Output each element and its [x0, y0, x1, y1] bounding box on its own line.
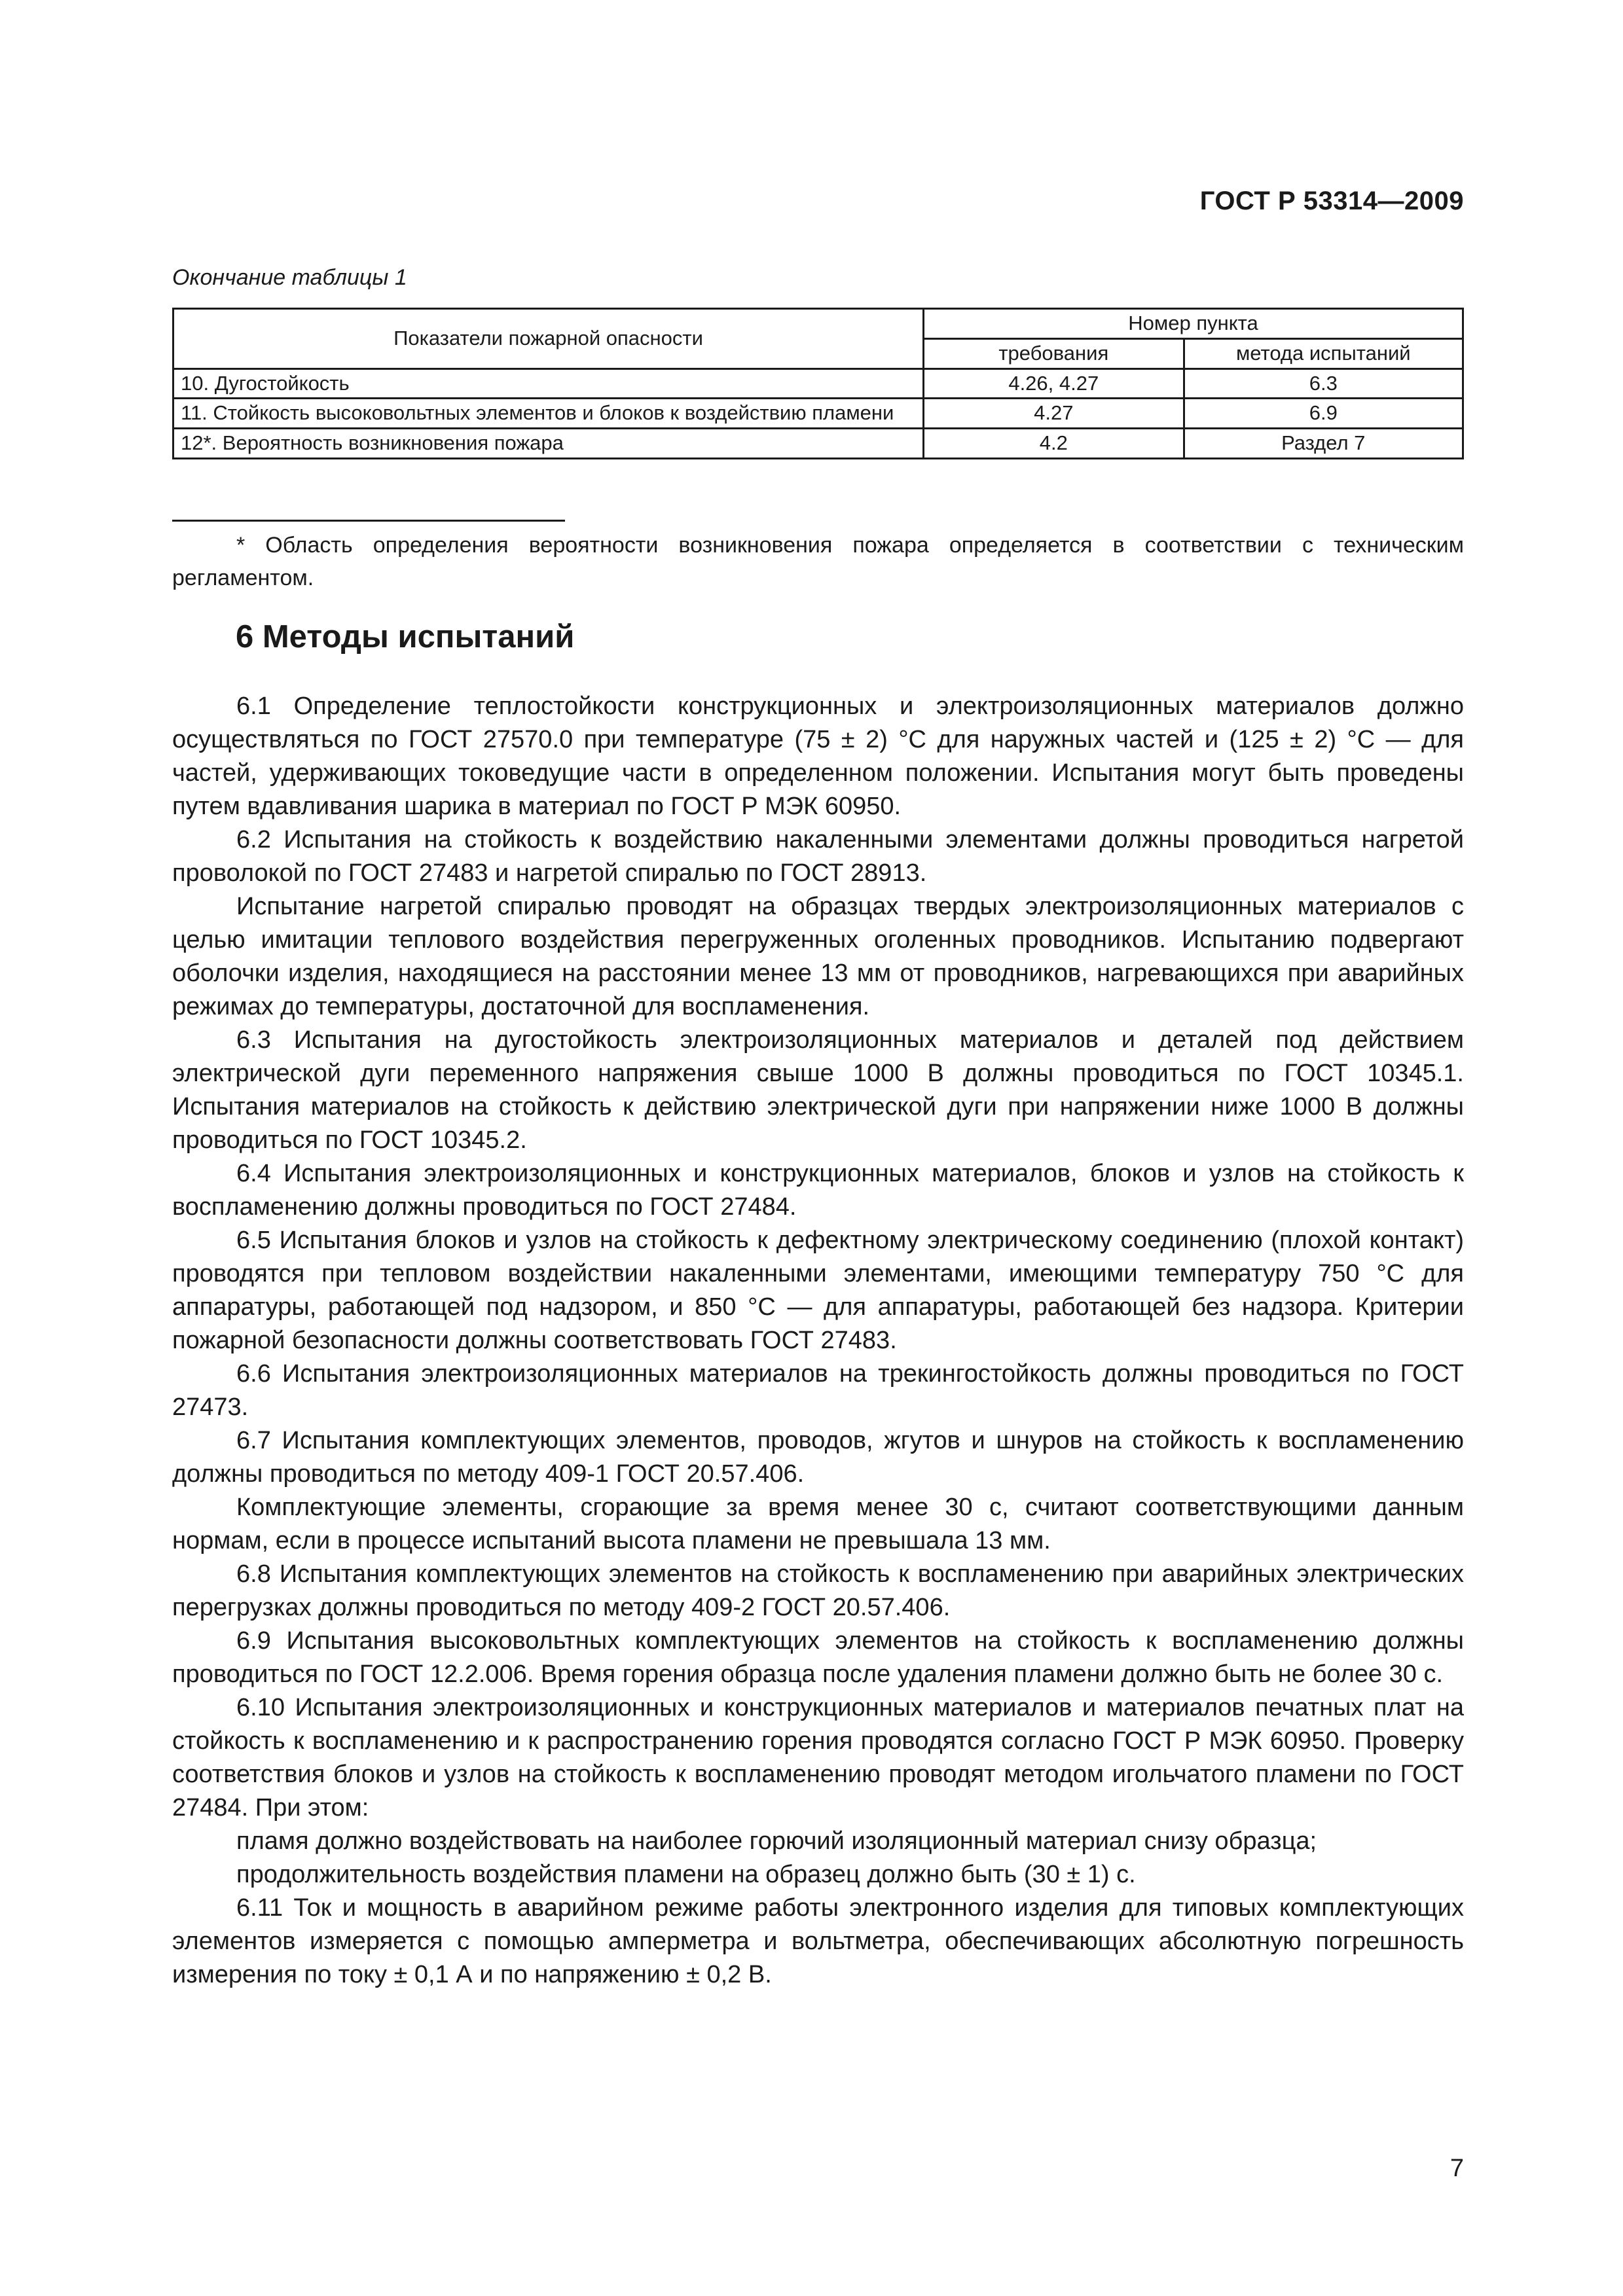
table-header-indicators: Показатели пожарной опасности [173, 309, 924, 369]
table-row [173, 399, 1463, 429]
paragraph: 6.1 Определение теплостойкости конструкционных и электроизоляционных материалов должно осуществляться по ГОСТ 27570.0 при температуре (75 ± 2) °С для наружных частей и (125 ± 2) °С — для частей, удерживающих токоведущие части в определенном положении. Испытания могут быть проведены путем вдавливания шарика в материал по ГОСТ Р МЭК 60950. [172, 692, 1464, 820]
paragraph: 6.2 Испытания на стойкость к воздействию накаленными элементами должны проводиться нагретой проволокой по ГОСТ 27483 и нагретой спиралью по ГОСТ 28913. [172, 826, 1464, 887]
fire-hazard-table [172, 308, 1464, 459]
document-header: ГОСТ Р 53314—2009 [1199, 187, 1464, 215]
table-cell-requirement: 4.27 [924, 399, 1184, 429]
page-number: 7 [1450, 2155, 1464, 2182]
table-cell-method: Раздел 7 [1184, 429, 1463, 459]
table-cell-indicator: 10. Дугостойкость [173, 368, 924, 399]
paragraph: Испытание нагретой спиралью проводят на образцах твердых электроизоляционных материалов с целью имитации теплового воздействия перегруженных оголенных проводников. Испытанию подвергают оболочки изделия, находящиеся на расстоянии менее 13 мм от проводников, нагревающихся при аварийных режимах до температуры, достаточной для воспламенения. [172, 893, 1464, 1020]
table-footnote: * Область определения вероятности возникновения пожара определяется в соответствии с техническим регламентом. [172, 533, 1464, 590]
table-cell-requirement: 4.2 [924, 429, 1184, 459]
paragraph: 6.9 Испытания высоковольтных комплектующих элементов на стойкость к воспламенению должны проводиться по ГОСТ 12.2.006. Время горения образца после удаления пламени должно быть не более 30 с. [172, 1627, 1464, 1688]
table-cell-requirement: 4.26, 4.27 [924, 368, 1184, 399]
paragraph: 6.7 Испытания комплектующих элементов, проводов, жгутов и шнуров на стойкость к воспламенению должны проводиться по методу 409-1 ГОСТ 20.57.406. [172, 1427, 1464, 1488]
paragraph: 6.10 Испытания электроизоляционных и конструкционных материалов и материалов печатных плат на стойкость к воспламенению и к распространению горения проводятся согласно ГОСТ Р МЭК 60950. Проверку соответствия блоков и узлов на стойкость к воспламенению проводят методом игольчатого пламени по ГОСТ 27484. При этом: [172, 1694, 1464, 1821]
table-header-requirement: требования [924, 338, 1184, 368]
table-cell-indicator: 12*. Вероятность возникновения пожара [173, 429, 924, 459]
table-row [173, 368, 1463, 399]
paragraph: 6.3 Испытания на дугостойкость электроизоляционных материалов и деталей под действием электрической дуги переменного напряжения свыше 1000 В должны проводиться по ГОСТ 10345.1. Испытания материалов на стойкость к действию электрической дуги при напряжении ниже 1000 В должны проводиться по ГОСТ 10345.2. [172, 1026, 1464, 1154]
paragraph: 6.6 Испытания электроизоляционных материалов на трекингостойкость должны проводиться по ГОСТ 27473. [172, 1360, 1464, 1421]
table-cell-method: 6.3 [1184, 368, 1463, 399]
table-cell-method: 6.9 [1184, 399, 1463, 429]
section-body [172, 690, 1464, 1992]
paragraph: продолжительность воздействия пламени на образец должно быть (30 ± 1) с. [236, 1861, 1136, 1888]
footnote-divider [172, 520, 565, 522]
table-row [173, 429, 1463, 459]
paragraph: 6.5 Испытания блоков и узлов на стойкость к дефектному электрическому соединению (плохой контакт) проводятся при тепловом воздействии накаленными элементами, имеющими температуру 750 °С для аппаратуры, работающей под надзором, и 850 °С — для аппаратуры, работающей без надзора. Критерии пожарной безопасности должны соответствовать ГОСТ 27483. [172, 1227, 1464, 1354]
table-header-clause-number: Номер пункта [924, 309, 1463, 339]
paragraph: Комплектующие элементы, сгорающие за время менее 30 с, считают соответствующими данным нормам, если в процессе испытаний высота пламени не превышала 13 мм. [172, 1494, 1464, 1554]
table-header-test-method: метода испытаний [1184, 338, 1463, 368]
paragraph: 6.4 Испытания электроизоляционных и конструкционных материалов, блоков и узлов на стойкость к воспламенению должны проводиться по ГОСТ 27484. [172, 1160, 1464, 1221]
section-title: 6 Методы испытаний [236, 619, 575, 655]
table-caption: Окончание таблицы 1 [172, 265, 407, 290]
paragraph: пламя должно воздействовать на наиболее горючий изоляционный материал снизу образца; [236, 1827, 1317, 1855]
paragraph: 6.11 Ток и мощность в аварийном режиме работы электронного изделия для типовых комплектующих элементов измеряется с помощью амперметра и вольтметра, обеспечивающих абсолютную погрешность измерения по току ± 0,1 А и по напряжению ± 0,2 В. [172, 1894, 1464, 1988]
paragraph: 6.8 Испытания комплектующих элементов на стойкость к воспламенению при аварийных электрических перегрузках должны проводиться по методу 409-2 ГОСТ 20.57.406. [172, 1560, 1464, 1621]
table-cell-indicator: 11. Стойкость высоковольтных элементов и блоков к воздействию пламени [173, 399, 924, 429]
